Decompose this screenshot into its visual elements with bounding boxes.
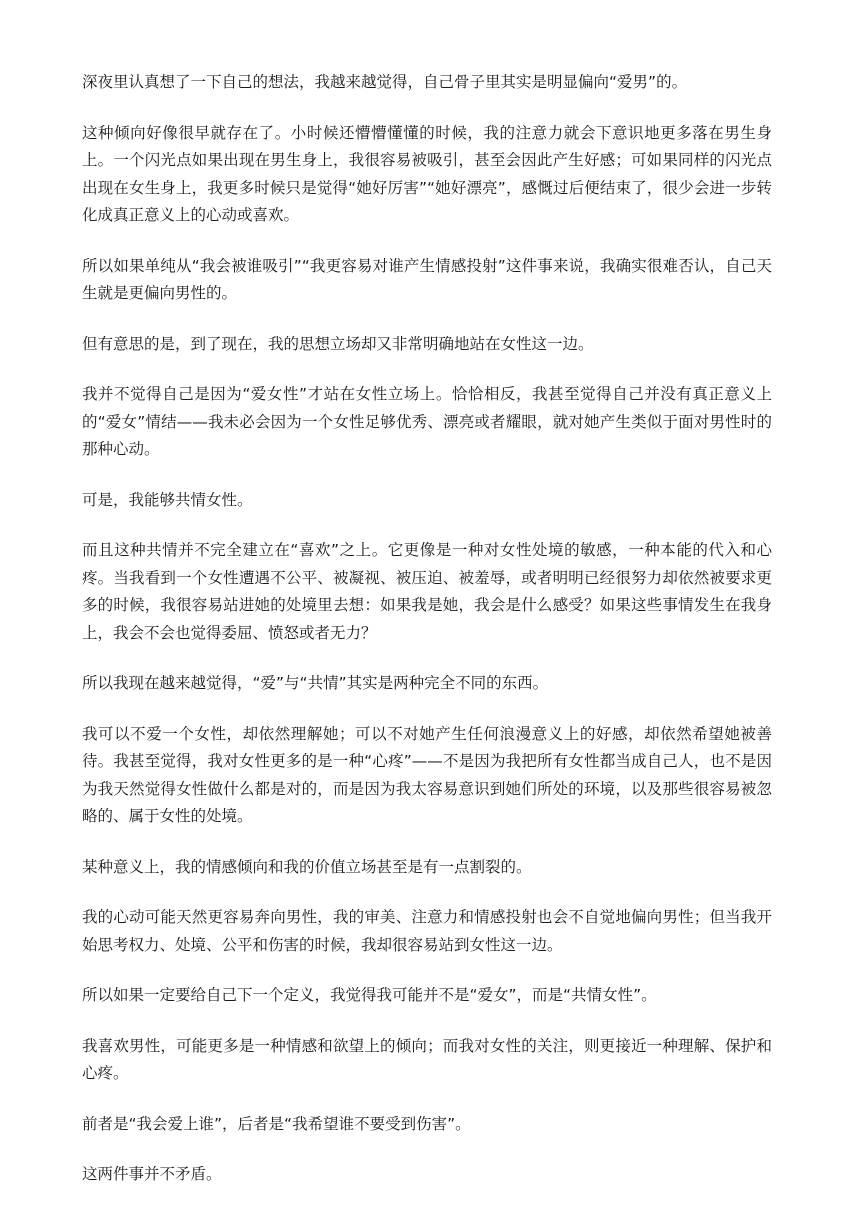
paragraph-15: 这两件事并不矛盾。 xyxy=(82,1165,222,1183)
paragraph-1: 深夜里认真想了一下自己的想法，我越来越觉得，自己骨子里其实是明显偏向“爱男”的。 xyxy=(82,73,688,91)
paragraph-8: 所以我现在越来越觉得，“爱”与“共情”其实是两种完全不同的东西。 xyxy=(82,674,549,692)
document-body xyxy=(82,69,772,1212)
paragraph-10: 某种意义上，我的情感倾向和我的价值立场甚至是有一点割裂的。 xyxy=(82,857,532,876)
paragraph-14: 前者是“我会爱上谁”，后者是“我希望谁不要受到伤害”。 xyxy=(82,1114,471,1133)
paragraph-13: 我喜欢男性，可能更多是一种情感和欲望上的倾向；而我对女性的关注，则更接近一种理解、保护和心疼。 xyxy=(82,1036,772,1082)
paragraph-9: 我可以不爱一个女性，却依然理解她；可以不对她产生任何浪漫意义上的好感，却依然希望她被善待。我甚至觉得，我对女性更多的是一种“心疼”——不是因为我把所有女性都当成自己人，也不是因为我天然觉得女性做什么都是对的，而是因为我太容易意识到她们所处的环境，以及那些很容易被忽略的、属于女性的处境。 xyxy=(82,724,772,825)
paragraph-6: 可是，我能够共情女性。 xyxy=(82,490,253,509)
paragraph-12: 所以如果一定要给自己下一个定义，我觉得我可能并不是“爱女”，而是“共情女性”。 xyxy=(82,986,657,1004)
paragraph-4: 但有意思的是，到了现在，我的思想立场却又非常明确地站在女性这一边。 xyxy=(82,334,594,353)
paragraph-3: 所以如果单纯从“我会被谁吸引”“我更容易对谁产生情感投射”这件事来说，我确实很难否认，自己天生就是更偏向男性的。 xyxy=(82,256,772,302)
paragraph-7: 而且这种共情并不完全建立在“喜欢”之上。它更像是一种对女性处境的敏感，一种本能的代入和心疼。当我看到一个女性遭遇不公平、被凝视、被压迫、被羞辱，或者明明已经很努力却依然被要求更多的时候，我很容易站进她的处境里去想：如果我是她，我会是什么感受？如果这些事情发生在我身上，我会不会也觉得委屈、愤怒或者无力？ xyxy=(82,541,772,642)
paragraph-5: 我并不觉得自己是因为“爱女性”才站在女性立场上。恰恰相反，我甚至觉得自己并没有真正意义上的“爱女”情结——我未必会因为一个女性足够优秀、漂亮或者耀眼，就对她产生类似于面对男性时的那种心动。 xyxy=(82,385,772,458)
paragraph-2: 这种倾向好像很早就存在了。小时候还懵懵懂懂的时候，我的注意力就会下意识地更多落在男生身上。一个闪光点如果出现在男生身上，我很容易被吸引，甚至会因此产生好感；可如果同样的闪光点出现在女生身上，我更多时候只是觉得“她好厉害”“她好漂亮”，感慨过后便结束了，很少会进一步转化成真正意义上的心动或喜欢。 xyxy=(82,123,772,224)
paragraph-11: 我的心动可能天然更容易奔向男性，我的审美、注意力和情感投射也会不自觉地偏向男性；但当我开始思考权力、处境、公平和伤害的时候，我却很容易站到女性这一边。 xyxy=(82,908,772,954)
